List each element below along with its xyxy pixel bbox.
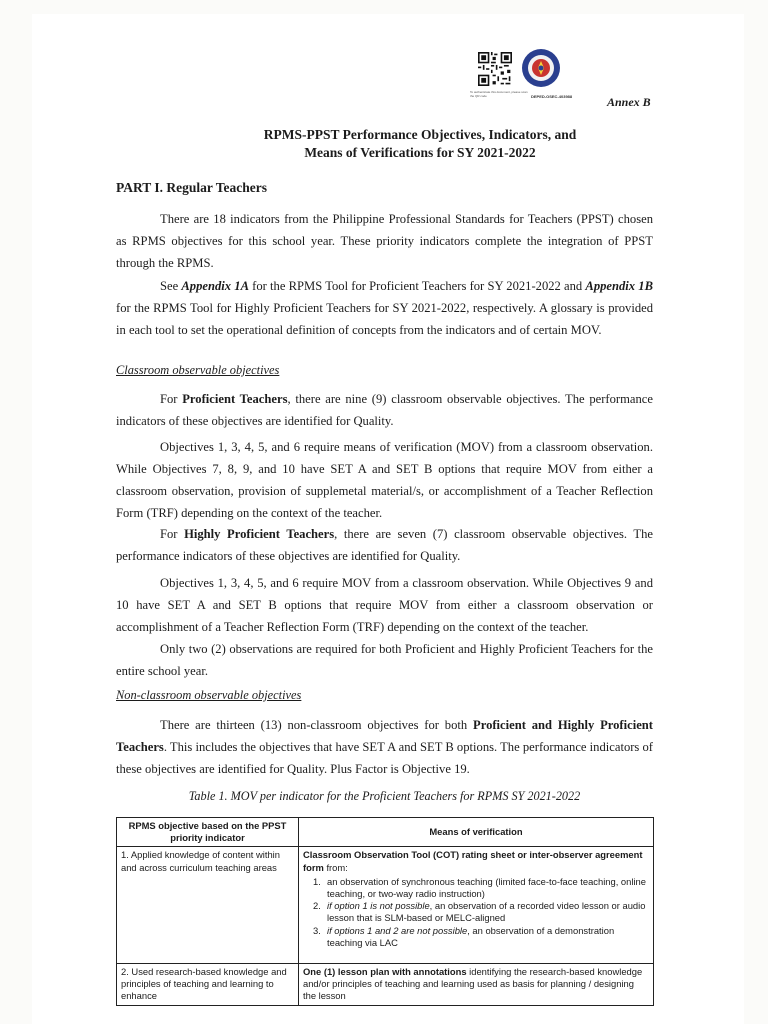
document-title-line-1: RPMS-PPST Performance Objectives, Indicators, and xyxy=(263,127,577,142)
qr-caption: To authenticate this document, please scan the QR code xyxy=(470,90,528,98)
paragraph-proficient-mov: Objectives 1, 3, 4, 5, and 6 require means of verification (MOV) from a classroom observation. While Objectives 7, 8, 9, and 10 have SET A and SET B options that require MOV from either a classroom observation, provision of supplemetal material/s, or accomplishment of a Teacher Reflection Form (TRF) depending on the context of the teacher. xyxy=(116,440,653,520)
annex-label: Annex B xyxy=(607,95,651,109)
paragraph-highly-proficient-mov: Objectives 1, 3, 4, 5, and 6 require MOV from a classroom observation. While Objectives 9 and 10 have SET A and SET B options that require MOV from either a classroom observation or accomplishment of a Teacher Reflection Form (TRF) depending on the context of the teacher. xyxy=(116,576,653,634)
list-item: 2. if option 1 is not possible, an observation of a recorded video lesson or audio lesson that is SLM-based or MELC-aligned xyxy=(313,900,646,924)
paragraph-observations: Only two (2) observations are required for both Proficient and Highly Proficient Teachers for the entire school year. xyxy=(116,642,653,678)
section-heading: PART I. Regular Teachers xyxy=(116,180,268,195)
paragraph-non-classroom: There are thirteen (13) non-classroom objectives for both Proficient and Highly Proficient Teachers. This includes the objectives that have SET A and SET B options. The performance indicators of these objectives are identified for Quality. Plus Factor is Objective 19. xyxy=(116,718,654,776)
table-row xyxy=(117,964,654,1006)
list-item: 3. if options 1 and 2 are not possible, an observation of a demonstration teaching via LAC xyxy=(313,924,615,948)
objective-cell: 1. Applied knowledge of content within and across curriculum teaching areas xyxy=(117,847,299,964)
paragraph-appendix: See Appendix 1A for the RPMS Tool for Proficient Teachers for SY 2021-2022 and Appendix 1B for the RPMS Tool for Highly Proficient Teachers for SY 2021-2022, respectively. A glossary is provided in each tool to set the operational definition of concepts from the indicators and of certain MOV. xyxy=(116,279,653,337)
column-header-objective: RPMS objective based on the PPST priority indicator xyxy=(117,818,299,847)
column-header-mov: Means of verification xyxy=(299,818,654,847)
qr-code-icon xyxy=(478,52,512,86)
mov-options-list xyxy=(303,876,649,949)
document-code: DEPED-OSEC-403988 xyxy=(531,94,573,99)
table-caption: Table 1. MOV per indicator for the Proficient Teachers for RPMS SY 2021-2022 xyxy=(188,789,581,803)
subheading-classroom-observable: Classroom observable objectives xyxy=(116,363,280,377)
mov-cell: One (1) lesson plan with annotations identifying the research-based knowledge and/or principles of teaching and learning used as basis for planning / designing the lesson xyxy=(299,964,654,1006)
document-title-line-2: Means of Verifications for SY 2021-2022 xyxy=(304,145,536,160)
list-item: 1. an observation of synchronous teaching (limited face-to-face teaching, online teaching, or two-way radio instruction) xyxy=(313,875,646,900)
objective-cell: 2. Used research-based knowledge and principles of teaching and learning to enhance xyxy=(117,964,299,1006)
paragraph-indicators: There are 18 indicators from the Philippine Professional Standards for Teachers (PPST) chosen as RPMS objectives for this school year. These priority indicators complete the integration of PPST through the RPMS. xyxy=(116,212,653,270)
mov-table xyxy=(116,817,654,1006)
subheading-non-classroom-observable: Non-classroom observable objectives xyxy=(116,688,302,702)
deped-seal-icon xyxy=(521,48,561,88)
paragraph-proficient: For Proficient Teachers, there are nine (9) classroom observable objectives. The performance indicators of these objectives are identified for Quality. xyxy=(116,392,653,428)
table-row xyxy=(117,847,654,964)
mov-cell: Classroom Observation Tool (COT) rating sheet or inter-observer agreement form from: 1. an observation of synchronous teaching (limited face-to-face teaching, online teaching, or two-way radio instruction) 2. if option 1 is not possible, an observation of a recorded video lesson or audio lesson that is SLM-based or MELC-aligned 3. if options 1 and 2 are not possible, an observation of a demonstration teaching via LAC xyxy=(299,847,654,964)
paragraph-highly-proficient: For Highly Proficient Teachers, there are seven (7) classroom observable objectives. The performance indicators of these objectives are identified for Quality. xyxy=(116,527,653,563)
table-header-row xyxy=(117,818,654,847)
